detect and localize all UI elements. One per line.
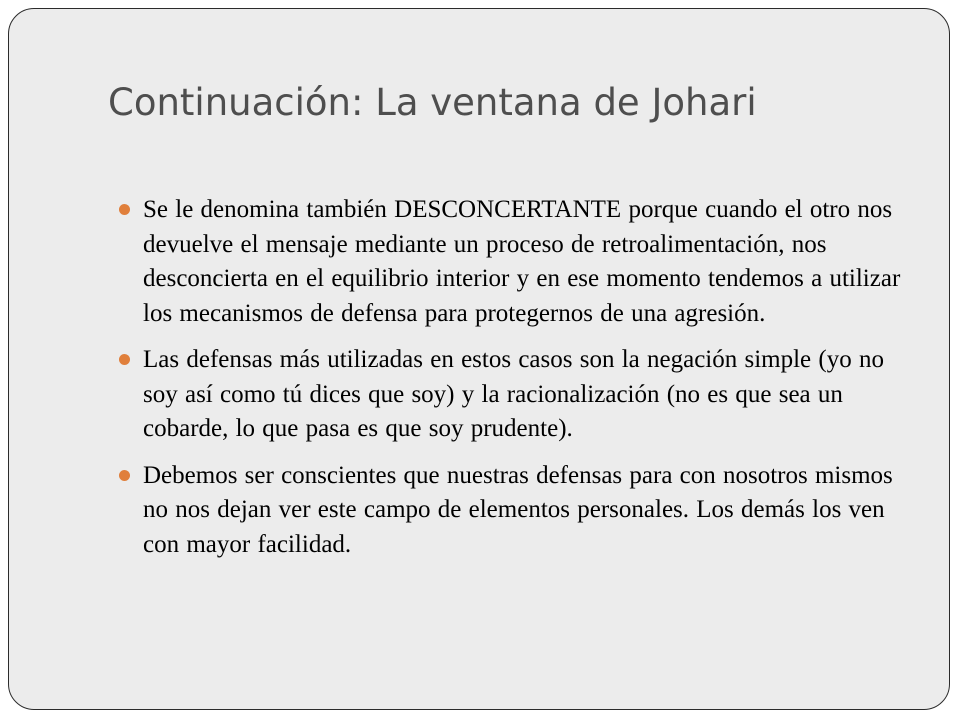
bullet-dot-icon	[119, 354, 130, 365]
bullet-text: Debemos ser conscientes que nuestras defensas para con nosotros mismos no nos dejan ver este campo de elementos personales. Los demás los ven con mayor facilidad.	[143, 461, 893, 558]
slide-frame	[8, 8, 950, 710]
bullet-text: Las defensas más utilizadas en estos casos son la negación simple (yo no soy así como tú dices que soy) y la racionalización (no es que sea un cobarde, lo que pasa es que soy prudente).	[143, 346, 884, 442]
bullet-item	[109, 193, 909, 331]
bullet-list	[109, 193, 909, 574]
slide-title: Continuación: La ventana de Johari	[108, 81, 757, 124]
bullet-item	[109, 343, 909, 447]
bullet-dot-icon	[119, 204, 130, 215]
bullet-dot-icon	[119, 470, 130, 481]
bullet-item	[109, 459, 909, 563]
bullet-text: Se le denomina también DESCONCERTANTE porque cuando el otro nos devuelve el mensaje mediante un proceso de retroalimentación, nos desconcierta en el equilibrio interior y en ese momento tendemos a utilizar los mecanismos de defensa para protegernos de una agresión.	[143, 196, 901, 327]
